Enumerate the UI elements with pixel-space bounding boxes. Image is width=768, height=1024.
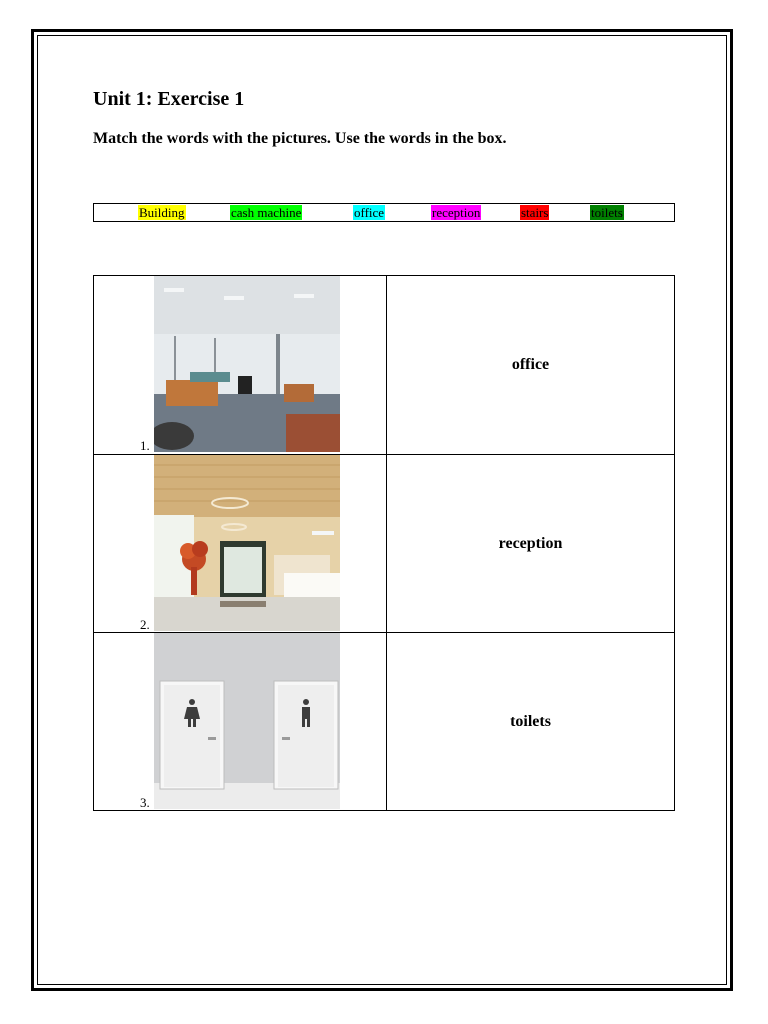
table-row xyxy=(94,454,674,633)
answer-text: toilets xyxy=(510,713,551,730)
answer-text: office xyxy=(511,356,550,373)
instructions: Match the words with the pictures. Use the words in the box. xyxy=(93,130,507,147)
toilets-photo xyxy=(154,633,340,809)
office-photo xyxy=(154,276,340,452)
page-title: Unit 1: Exercise 1 xyxy=(93,88,245,110)
word-box xyxy=(93,203,675,222)
reception-photo xyxy=(154,455,340,631)
row-number: 1. xyxy=(140,438,150,453)
word-reception: reception xyxy=(432,205,481,220)
exercise-table xyxy=(93,275,675,811)
table-row xyxy=(94,632,674,811)
word-building: Building xyxy=(139,205,185,220)
answer-text: reception xyxy=(498,535,563,552)
word-office: office xyxy=(354,205,385,220)
table-row xyxy=(94,276,674,454)
word-toilets: toilets xyxy=(591,205,623,220)
word-cash-machine: cash machine xyxy=(231,205,302,220)
row-number: 2. xyxy=(140,617,150,632)
word-stairs: stairs xyxy=(521,205,549,220)
row-number: 3. xyxy=(140,795,150,810)
